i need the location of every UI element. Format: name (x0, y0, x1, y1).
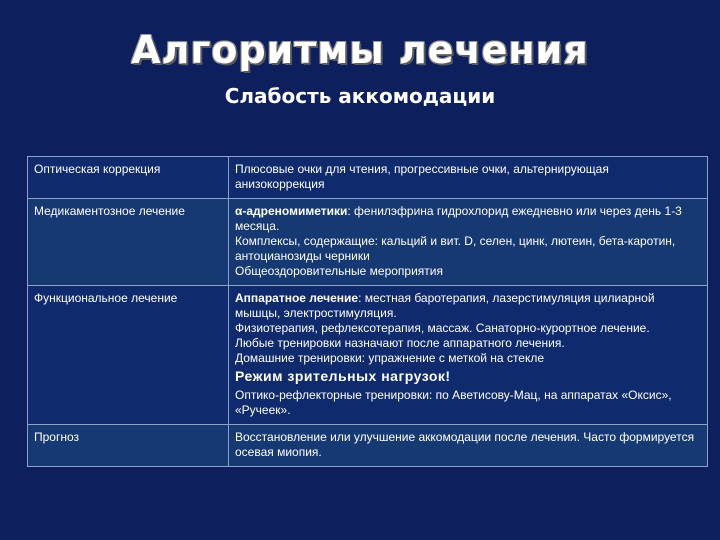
medication-line-2: Комплексы, содержащие: кальций и вит. D, селен, цинк, лютеин, бета-каротин, антоцианозиды черники (235, 234, 676, 263)
functional-line-4: Домашние тренировки: упражнение с меткой на стекле (235, 351, 545, 365)
row-content-medication (229, 199, 708, 286)
table-row (28, 199, 708, 286)
table-row (28, 425, 708, 467)
row-label-functional: Функциональное лечение (28, 286, 229, 425)
functional-line-2: Физиотерапия, рефлексотерапия, массаж. Санаторно-курортное лечение. (235, 321, 650, 335)
functional-line-3: Любые тренировки назначают после аппаратного лечения. (235, 336, 565, 350)
row-label-prognosis: Прогноз (28, 425, 229, 467)
functional-lead: Аппаратное лечение (235, 291, 359, 305)
row-content-optical: Плюсовые очки для чтения, прогрессивные очки, альтернирующая анизокоррекция (229, 157, 708, 199)
slide-subtitle: Слабость аккомодации (224, 84, 496, 108)
row-label-medication: Медикаментозное лечение (28, 199, 229, 286)
slide-title: Алгоритмы лечения (131, 28, 589, 72)
row-content-prognosis: Восстановление или улучшение аккомодации после лечения. Часто формируется осевая миопия. (229, 425, 708, 467)
row-content-functional (229, 286, 708, 425)
functional-line-1 (235, 291, 701, 321)
functional-line-5: Оптико-рефлекторные тренировки: по Аветисову-Мац, на аппаратах «Оксис», «Ручеек». (235, 388, 672, 417)
functional-lead-rest: : местная баротерапия, лазерстимуляция цилиарной мышцы, электростимуляция. (235, 291, 655, 320)
medication-lead-rest: : фенилэфрина гидрохлорид ежедневно или через день 1-3 месяца. (235, 204, 682, 233)
treatment-table (27, 156, 708, 467)
medication-line-1 (235, 204, 701, 234)
table-row (28, 286, 708, 425)
functional-emphasis: Режим зрительных нагрузок! (235, 368, 451, 384)
row-label-optical: Оптическая коррекция (28, 157, 229, 199)
table-row (28, 157, 708, 199)
medication-lead: α-адреномиметики (235, 204, 348, 218)
medication-line-3: Общеоздоровительные мероприятия (235, 264, 443, 278)
